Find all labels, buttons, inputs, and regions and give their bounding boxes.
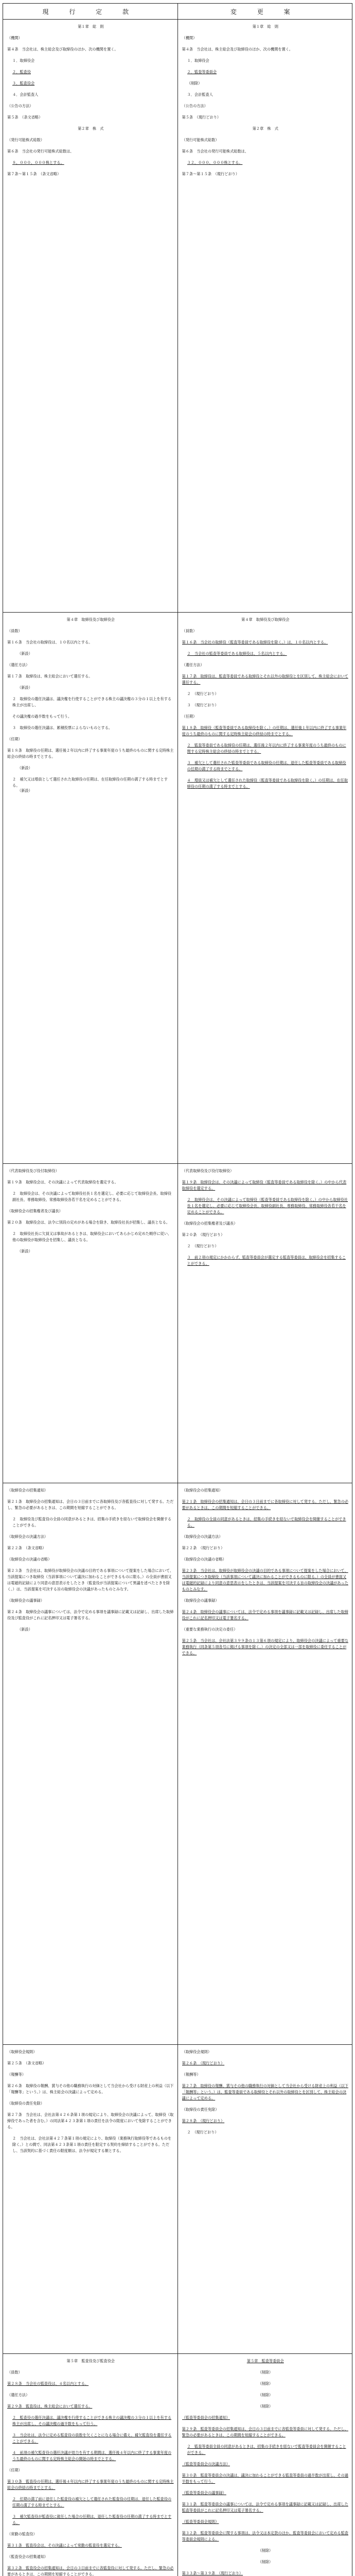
left-article-line: （取締役会規則） [7, 2049, 37, 2054]
left-article-line: 第１８条 取締役の任期は、選任後２年以内に終了する事業年度のうち最終のものに関する定時株主総会の終結の時までとする。 [7, 748, 174, 759]
left-article-line: （代表取締役及び役付取締役） [7, 1168, 59, 1173]
left-article-line: 第１７条 取締役は、株主総会において選任する。 [7, 674, 93, 679]
right-article-line: 第５条 （現行どおり） [182, 115, 221, 120]
left-article-line: ２ 取締役社長に欠員又は事故があるときは、取締役会においてあらかじめ定めた順序に従い、他の取締役が取締役会を招集し、議長となる。 [12, 1231, 172, 1242]
right-article-line: （取締役会の招集通知） [182, 1488, 223, 1493]
right-article-line: ２ （現行どおり） [187, 691, 219, 696]
left-article-line: （取締役の責任免除） [7, 2101, 44, 2106]
left-article-line: 第２０条 取締役会は、法令に別段の定めがある場合を除き、取締役社長が招集し、議長となる。 [7, 1220, 170, 1225]
left-article-line: ２ 任期の満了前に退任した監査役の補欠として選任された監査役の任期は、退任した監査役の任期の満了する時までとする。 [12, 2497, 172, 2507]
right-article-line: （監査等委員会規則） [182, 2519, 219, 2524]
right-section-s6 [178, 2353, 352, 2576]
right-article-line: （任期） [182, 714, 197, 719]
current-articles-column [3, 20, 177, 2576]
left-article-line: 第３１条 監査役会は、その決議によって常勤の監査役を選定する。 [7, 2543, 122, 2548]
left-article-line: （報酬等） [7, 2072, 26, 2077]
right-article-line: ２．監査等委員会 [187, 70, 217, 74]
amendment-comparison-table [3, 3, 352, 2576]
left-article-line: ２ 当会社は、会社法第４２７条第１項の規定により、取締役（業務執行取締役等であるものを除く。）との間で、同法第４２３条第１項の責任を限定する契約を締結することができる。ただし、当該契約に基づく責任の限度額は、法令が規定する額とする。 [12, 2136, 172, 2153]
right-article-line: （員数） [182, 629, 197, 633]
right-article-line: 第２７条 取締役の報酬、賞与その他の職務執行の対価として当会社から受ける財産上の利益（以下「報酬等」という。）は、監査等委員である取締役とそれ以外の取締役とを区別して、株主総会の決議によって定める。 [182, 2083, 348, 2100]
right-article-line: 第２９条 監査等委員会の招集通知は、会日の３日前までに各監査等委員に対して発する。ただし、緊急の必要があるときは、この期間を短縮することができる。 [182, 2427, 348, 2437]
left-section-s6 [3, 2353, 177, 2576]
left-article-line: （取締役会の決議方法） [7, 1534, 48, 1539]
left-article-line: 第１６条 当会社の取締役は、１０名以内とする。 [7, 640, 93, 645]
left-article-line: １．取締役会 [12, 58, 35, 63]
right-article-line: （公告の方法） [182, 104, 208, 108]
left-section-s2 [3, 612, 177, 1164]
left-article-line: 第７条～第１５条 （条文省略） [7, 172, 61, 176]
right-article-line: ３．会計監査人 [187, 92, 213, 97]
left-article-line: 第１章 総 則 [78, 24, 104, 29]
right-article-line: （削除） [258, 2548, 273, 2553]
left-article-line: ３ 補欠監査役が監査役に就任した場合の任期は、退任した監査役の任期の満了する時までとする。 [12, 2514, 172, 2525]
right-article-line: 第４章 取締役及び取締役会 [241, 617, 290, 622]
right-article-line: （選任方法） [182, 663, 204, 667]
right-article-line: ３ （現行どおり） [187, 703, 219, 707]
right-article-line: 第１７条 取締役は、監査等委員である取締役とそれ以外の取締役とを区別して、株主総会において選任する。 [182, 674, 348, 685]
left-article-line: ８，０００，０００株とする。 [12, 160, 64, 165]
right-article-line: 第３１条 監査等委員会の議事については、法令で定める事項を議事録に記載又は記録し、出席した監査等委員がこれに記名押印又は電子署名する。 [182, 2502, 348, 2513]
left-article-line: （取締役会の議事録） [7, 1598, 44, 1603]
left-article-line: ２．監査役 [12, 70, 31, 74]
left-article-line: ２ 補欠又は増員として選任された取締役の任期は、在任取締役の任期の満了する時までとする。 [12, 777, 168, 788]
right-article-line: （取締役会規則） [182, 2049, 212, 2054]
left-article-line: （新設） [17, 788, 32, 793]
left-article-line: （員数） [7, 629, 22, 633]
right-article-line: 第３０条 監査等委員会の決議は、議決に加わることができる監査等委員の過半数が出席し、その過半数をもって行う。 [182, 2473, 348, 2484]
current-articles-header: 現 行 定 款 [42, 8, 138, 15]
left-article-line: 第２８条 当会社の監査役は、４名以内とする。 [7, 2381, 89, 2386]
left-article-line: 第４条 当会社は、株主総会及び取締役のほか、次の機関を置く。 [7, 47, 118, 52]
left-article-line: （常勤の監査役） [7, 2532, 37, 2536]
left-article-line: （取締役会の招集権者及び議長） [7, 1209, 63, 1213]
right-article-line: 第２章 株 式 [252, 126, 278, 131]
right-section-s1 [178, 20, 352, 612]
right-article-line: ３２，０００，０００株とする。 [187, 160, 243, 165]
right-section-s3 [178, 1163, 352, 1483]
left-article-line: 第６条 当会社の発行可能株式総数は、 [7, 149, 74, 154]
left-article-line: 第２１条 取締役会の招集通知は、会日の３日前までに各取締役及び各監査役に対して発する。ただし、緊急の必要があるときは、この期間を短縮することができる。 [7, 1499, 174, 1510]
right-article-line: 第４条 当会社は、株主総会及び取締役のほか、次の機関を置く。 [182, 47, 293, 52]
right-article-line: 第２８条 （現行どおり） [182, 2119, 225, 2123]
right-article-line: （代表取締役及び役付取締役） [182, 1168, 234, 1173]
left-section-s5 [3, 2044, 177, 2354]
right-article-line: ２ （現行どおり） [187, 2130, 219, 2134]
left-article-line: （取締役会の招集通知） [7, 1488, 48, 1493]
table-header [3, 4, 352, 20]
table-body [3, 20, 352, 2576]
right-article-line: （削除） [258, 2560, 273, 2564]
left-article-line: 第５章 監査役及び監査役会 [66, 2359, 115, 2363]
right-article-line: 第２０条 （現行どおり） [182, 1232, 225, 1237]
proposed-amendment-column [177, 20, 352, 2576]
left-article-line: ４ 前項の補欠監査役の選任決議が効力を有する期間は、選任後４年以内に終了する事業年度のうち最終のものに関する定時株主総会の開始の時までとする。 [12, 2450, 172, 2461]
right-article-line: （発行可能株式総数） [182, 138, 219, 142]
right-article-line: （取締役の責任免除） [182, 2107, 219, 2112]
right-article-line: （取締役会の議事録） [182, 1598, 219, 1603]
right-article-line: 第６条 当会社の発行可能株式総数は、 [182, 149, 248, 154]
left-article-line: 第１９条 取締役会は、その決議によって代表取締役を選定する。 [7, 1180, 118, 1184]
right-article-line: 第３２条 監査等委員会に関する事項は、法令又は本定款のほか、監査等委員会において定める監査等委員会規則による。 [182, 2531, 348, 2541]
right-article-line: （取締役会の決議の省略） [182, 1557, 226, 1562]
right-section-s4 [178, 1483, 352, 2045]
left-article-line: 第２４条 取締役会の議事については、法令で定める事項を議事録に記載又は記録し、出席した取締役及び監査役がこれに記名押印又は電子署名する。 [7, 1609, 174, 1620]
right-article-line: （取締役会の決議方法） [182, 1534, 223, 1539]
left-article-line: 第３２条 監査役会の招集通知は、会日の３日前までに各監査役に対して発する。ただし、緊急の必要があるときは、この期間を短縮することができる。 [7, 2566, 174, 2576]
left-article-line: （新設） [17, 1627, 32, 1632]
right-article-line: 第２６条 （現行どおり） [182, 2061, 225, 2065]
right-article-line: ２ （現行どおり） [187, 1244, 219, 1248]
left-article-line: 第２６条 取締役の報酬、賞与その他の職務執行の対価として当会社から受ける財産上の利益（以下「報酬等」という。）は、株主総会の決議によって定める。 [7, 2083, 174, 2094]
left-article-line: ３．監査役会 [12, 81, 35, 86]
right-article-line: 第２１条 取締役会の招集通知は、会日の３日前までに各取締役に対して発する。ただし、緊急の必要があるときは、この期間を短縮することができる。 [182, 1499, 348, 1510]
left-article-line: 第２３条 当会社は、取締役が取締役会の決議の目的である事項について提案をした場合において、当該提案につき取締役（当該事項について議決に加わることができるものに限る。）の全員が書面又は電磁的記録により同意の意思表示をしたとき（監査役が当該提案について異議を述べたときを除く。）は、当該提案を可決する旨の取締役会の決議があったものとみなす。 [7, 1568, 174, 1591]
right-article-line: （削除） [258, 2381, 273, 2386]
right-article-line: ２ 当会社の監査等委員である取締役は、５名以内とする。 [187, 651, 287, 656]
left-article-line: 第３０条 監査役の任期は、選任後４年以内に終了する事業年度のうち最終のものに関する定時株主総会の終結の時までとする。 [7, 2479, 174, 2490]
right-article-line: ２ 取締役会は、その決議によって取締役（監査等委員である取締役を除く。）の中から取締役社長１名を選定し、必要に応じて取締役会長、取締役副社長、専務取締役、常務取締役各若干名を定めることができる。 [187, 1197, 348, 1214]
right-article-line: ３ 前２項の規定にかかわらず、監査等委員会が選定する監査等委員は、取締役会を招集することができる。 [187, 1255, 346, 1266]
right-article-line: 第７条～第１５条 （現行どおり） [182, 172, 239, 176]
right-article-line: ２ 監査等委員である取締役の任期は、選任後２年以内に終了する事業年度のうち最終のものに関する定時株主総会の終結の時までとする。 [187, 743, 346, 754]
right-article-line: 第２４条 取締役会の議事については、法令で定める事項を議事録に記載又は記録し、出席した取締役がこれに記名押印又は電子署名する。 [182, 1609, 348, 1620]
left-article-line: ３ 当会社は、法令に定める監査役の員数を欠くことになる場合に備え、補欠監査役を選任することができる。 [12, 2433, 172, 2444]
right-article-line: ４ 増員又は補欠として選任された取締役（監査等委員である取締役を除く。）の任期は、在任取締役の任期の満了する時までとする。 [187, 778, 348, 789]
left-article-line: （新設） [17, 1249, 32, 1253]
right-article-line: （監査等委員会の決議方法） [182, 2462, 230, 2466]
right-article-line: （監査等委員会の議事録） [182, 2490, 226, 2495]
left-article-line: ４．会計監査人 [12, 92, 39, 97]
left-article-line: 第２７条 当会社は、会社法第４２６条第１項の規定により、取締役会の決議によって、取締役（取締役であった者を含む。）の同法第４２３条第１項の責任を法令の限度において免除することができる。 [7, 2112, 174, 2129]
left-article-line: ３ 取締役の選任決議は、累積投票によらないものとする。 [12, 725, 113, 730]
right-article-line: 第２５条 当会社は、会社法第３９９条の１３第６項の規定により、取締役会の決議によって重要な業務執行（同条第５項各号に掲げる事項を除く。）の決定の全部又は一部を取締役に委任することができる。 [182, 1638, 348, 1655]
left-article-line: 第２９条 監査役は、株主総会において選任する。 [7, 2404, 93, 2409]
right-section-s2 [178, 612, 352, 1164]
proposed-amendment-header: 変 更 案 [177, 4, 352, 19]
right-article-line: 第１章 総 則 [252, 24, 278, 29]
right-article-line: 第２２条 （現行どおり） [182, 1546, 225, 1550]
right-article-line: 第２３条 当会社は、取締役が取締役会の決議の目的である事項について提案をした場合において、当該提案につき取締役（当該事項について議決に加わることができるものに限る。）の全員が書面又は電磁的記録により同意の意思表示をしたときは、当該提案を可決する旨の取締役会の決議があったものとみなす。 [182, 1568, 348, 1591]
left-article-line: （選任方法） [7, 663, 30, 667]
left-article-line: 第２２条 （条文省略） [7, 1546, 46, 1550]
right-article-line: （削除） [258, 2370, 273, 2375]
left-section-s4 [3, 1483, 177, 2045]
left-article-line: （公告の方法） [7, 104, 33, 108]
right-article-line: （削除） [187, 81, 202, 86]
right-article-line: 第３３条～第３９条 （現行どおり） [182, 2571, 243, 2575]
left-article-line: ２ 取締役及び監査役の全員の同意があるときは、招集の手続きを経ないで取締役会を開催することができる。 [12, 1517, 172, 1528]
left-article-line: 第２章 株 式 [78, 126, 104, 131]
right-article-line: （機関） [182, 36, 197, 40]
right-article-line: １．取締役会 [187, 58, 209, 63]
right-article-line: （削除） [258, 2393, 273, 2397]
right-article-line: 第１９条 取締役会は、その決議によって取締役（監査等委員である取締役を除く。）の中から代表取締役を選定する。 [182, 1180, 347, 1191]
right-article-line: （取締役会の招集権者及び議長） [182, 1221, 238, 1226]
left-article-line: ２ 取締役の選任決議は、議決権を行使することができる株主の議決権の３分の１以上を有する株主が出席し、 [12, 697, 172, 707]
right-article-line: ２ 監査等委員全員の同意があるときは、招集の手続きを経ないで監査等委員会を開催することができる。 [187, 2444, 346, 2455]
left-article-line: （選任方法） [7, 2393, 30, 2397]
left-article-line: ２ 取締役会は、その決議によって取締役社長１名を選定し、必要に応じて取締役会長、取締役副社長、専務取締役、常務取締役各若干名を定めることができる。 [12, 1191, 172, 1202]
right-article-line: ３ 補欠として選任された監査等委員である取締役の任期は、退任した監査等委員である取締役の任期の満了する時までとする。 [187, 760, 346, 771]
right-article-line: 第１６条 当会社の取締役（監査等委員である取締役を除く。）は、１０名以内とする。 [182, 640, 328, 645]
right-article-line: 第５章 監査等委員会 [246, 2359, 284, 2363]
right-section-s5 [178, 2044, 352, 2354]
left-article-line: ２ 監査役の選任決議は、議決権を行使することができる株主の議決権の３分の１以上を有する株主が出席し、その議決権の過半数をもって行う。 [12, 2415, 172, 2426]
left-article-line: （発行可能株式総数） [7, 138, 44, 142]
left-article-line: （監査役会の招集通知） [7, 2554, 48, 2559]
right-article-line: （削除） [258, 2404, 273, 2409]
right-article-line: ２ 取締役の全員の同意があるときは、招集の手続きを経ないで取締役会を開催することができる。 [187, 1517, 346, 1528]
left-section-s3 [3, 1163, 177, 1483]
right-article-line: （監査等委員会の招集通知） [182, 2415, 230, 2420]
right-article-line: （報酬等） [182, 2072, 201, 2077]
left-article-line: その議決権の過半数をもって行う。 [12, 714, 72, 719]
left-article-line: （任期） [7, 2468, 22, 2472]
left-article-line: （新設） [17, 651, 32, 656]
left-article-line: （機関） [7, 36, 22, 40]
left-article-line: 第２５条 （条文省略） [7, 2061, 46, 2065]
left-article-line: （任期） [7, 737, 22, 741]
left-section-s1 [3, 20, 177, 612]
left-article-line: （新設） [17, 685, 32, 690]
left-article-line: （新設） [17, 766, 32, 770]
left-article-line: （取締役会の決議の省略） [7, 1557, 52, 1562]
right-article-line: （重要な業務執行の決定の委任） [182, 1627, 238, 1632]
right-article-line: 第１８条 取締役（監査等委員である取締役を除く。）の任期は、選任後１年以内に終了する事業年度のうち最終のものに関する定時株主総会の終結の時までとする。 [182, 725, 347, 736]
left-article-line: （員数） [7, 2370, 22, 2375]
left-article-line: 第５条 （条文省略） [7, 115, 43, 120]
left-article-line: 第４章 取締役及び取締役会 [66, 617, 115, 622]
